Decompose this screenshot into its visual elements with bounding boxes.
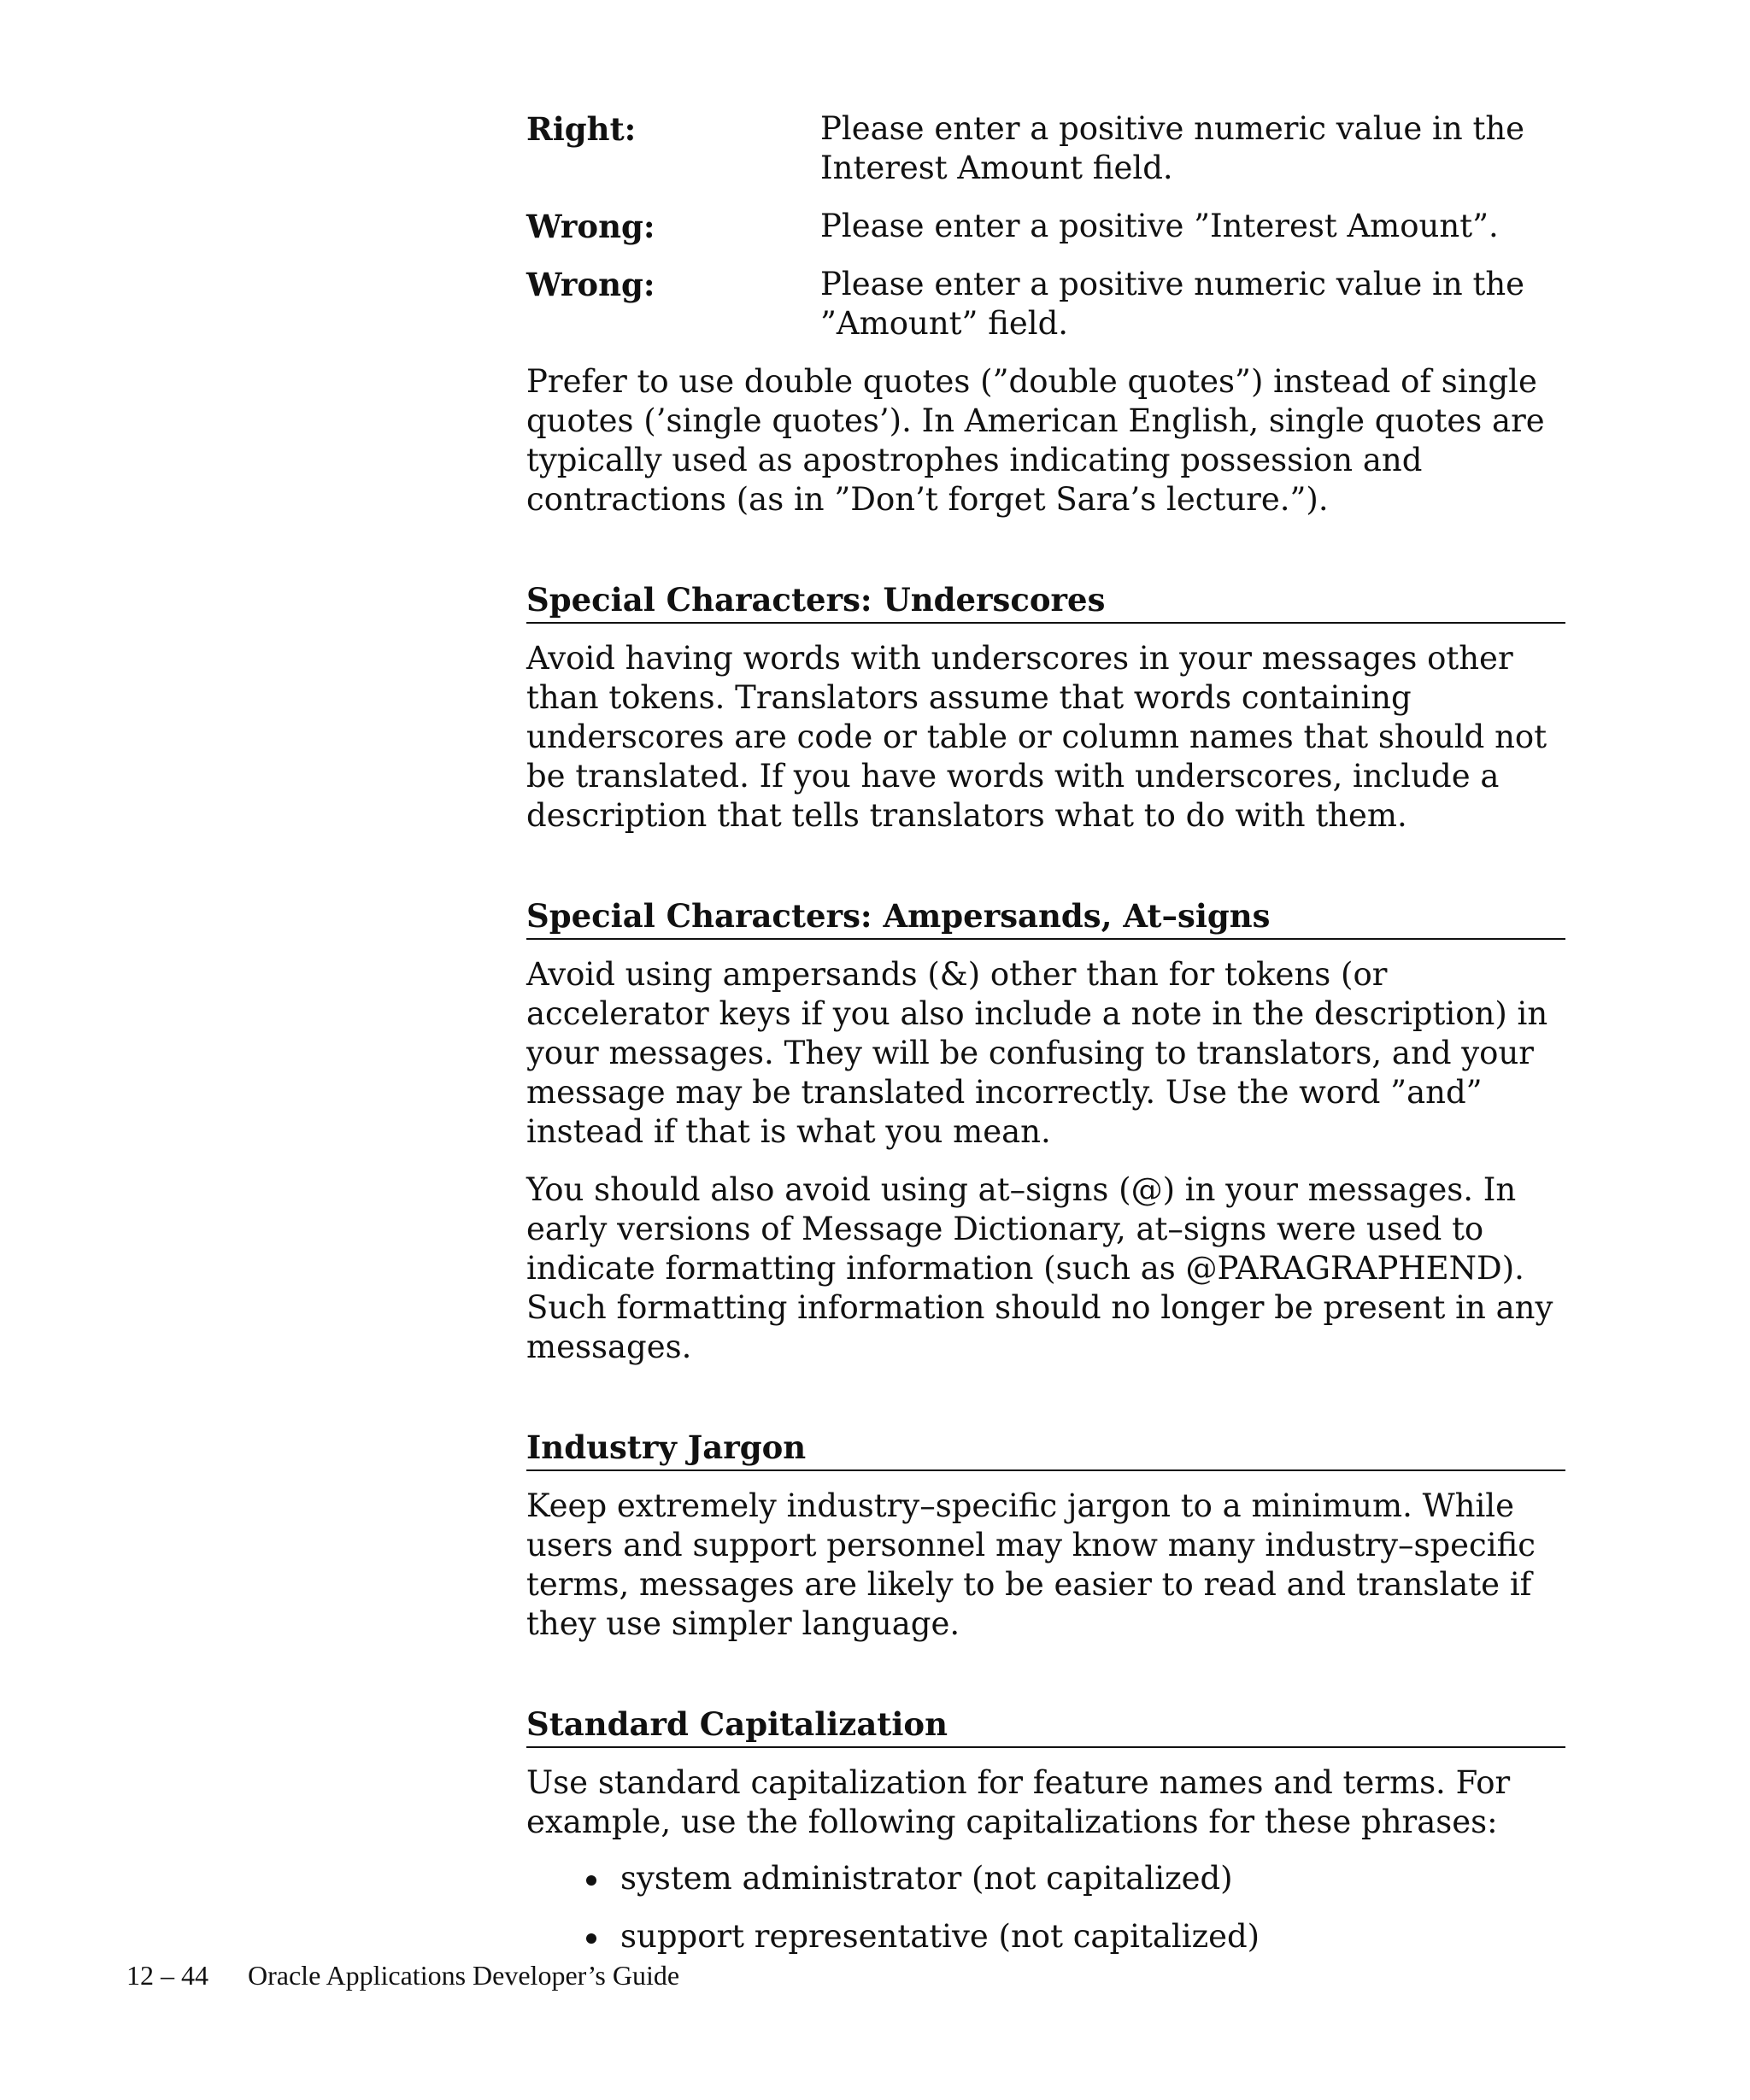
example-label: Right: (526, 110, 637, 148)
page-number: 12 – 44 (126, 1960, 208, 1991)
section-paragraph: Avoid using ampersands (&) other than for tokens (or accelerator keys if you also include a note in the description) in your messages. They will be confusing to translators, and your message may be translated incorrectly. Use the word ”and” instead if that is what you mean. (526, 956, 1548, 1150)
quotes-paragraph: Prefer to use double quotes (”double quotes”) instead of single quotes (’single quotes’). In American English, single quotes are typically used as apostrophes indicating possession and contractions (as in ”Don’t forget Sara’s lecture.”). (526, 363, 1545, 518)
list-item (586, 1917, 1565, 1956)
bullet-list (526, 1859, 1565, 1956)
example-label: Wrong: (526, 208, 655, 245)
book-title: Oracle Applications Developer’s Guide (248, 1960, 680, 1991)
section-heading: Standard Capitalization (526, 1705, 1565, 1748)
section-paragraph: Keep extremely industry–specific jargon to a minimum. While users and support personnel may know many industry–specific terms, messages are likely to be easier to read and translate if they use simpler language. (526, 1487, 1536, 1642)
section-heading: Special Characters: Underscores (526, 581, 1565, 624)
example-row-right (526, 109, 1565, 188)
example-label: Wrong: (526, 266, 655, 303)
example-text: Please enter a positive ”Interest Amount”. (820, 208, 1499, 244)
example-row-wrong (526, 265, 1565, 343)
list-item-text: support representative (not capitalized) (620, 1918, 1260, 1955)
example-text: Please enter a positive numeric value in the Interest Amount field. (820, 110, 1525, 186)
section-paragraph: Avoid having words with underscores in your messages other than tokens. Translators assume that words containing underscores are code or table or column names that should not be translated. If you have words with underscores, include a description that tells translators what to do with them. (526, 640, 1547, 834)
bullet-icon (586, 1875, 596, 1886)
example-text: Please enter a positive numeric value in the ”Amount” field. (820, 266, 1525, 342)
section-industry-jargon (526, 1428, 1565, 1644)
section-paragraph: Use standard capitalization for feature names and terms. For example, use the following capitalizations for these phrases: (526, 1764, 1511, 1840)
list-item-text: system administrator (not capitalized) (620, 1860, 1233, 1897)
list-item (586, 1859, 1565, 1898)
section-ampersands-at-signs (526, 897, 1565, 1367)
section-paragraph: You should also avoid using at–signs (@) in your messages. In early versions of Message Dictionary, at–signs were used to indicate formatting information (such as @PARAGRAPHEND). Such formatting information should no longer be present in any messages. (526, 1171, 1553, 1365)
page-content (526, 109, 1565, 1975)
bullet-icon (586, 1933, 596, 1944)
section-heading: Special Characters: Ampersands, At–signs (526, 897, 1565, 940)
example-row-wrong (526, 207, 1565, 246)
section-heading: Industry Jargon (526, 1428, 1565, 1471)
page-footer (126, 1958, 679, 1992)
section-underscores (526, 581, 1565, 836)
section-standard-capitalization (526, 1705, 1565, 1956)
